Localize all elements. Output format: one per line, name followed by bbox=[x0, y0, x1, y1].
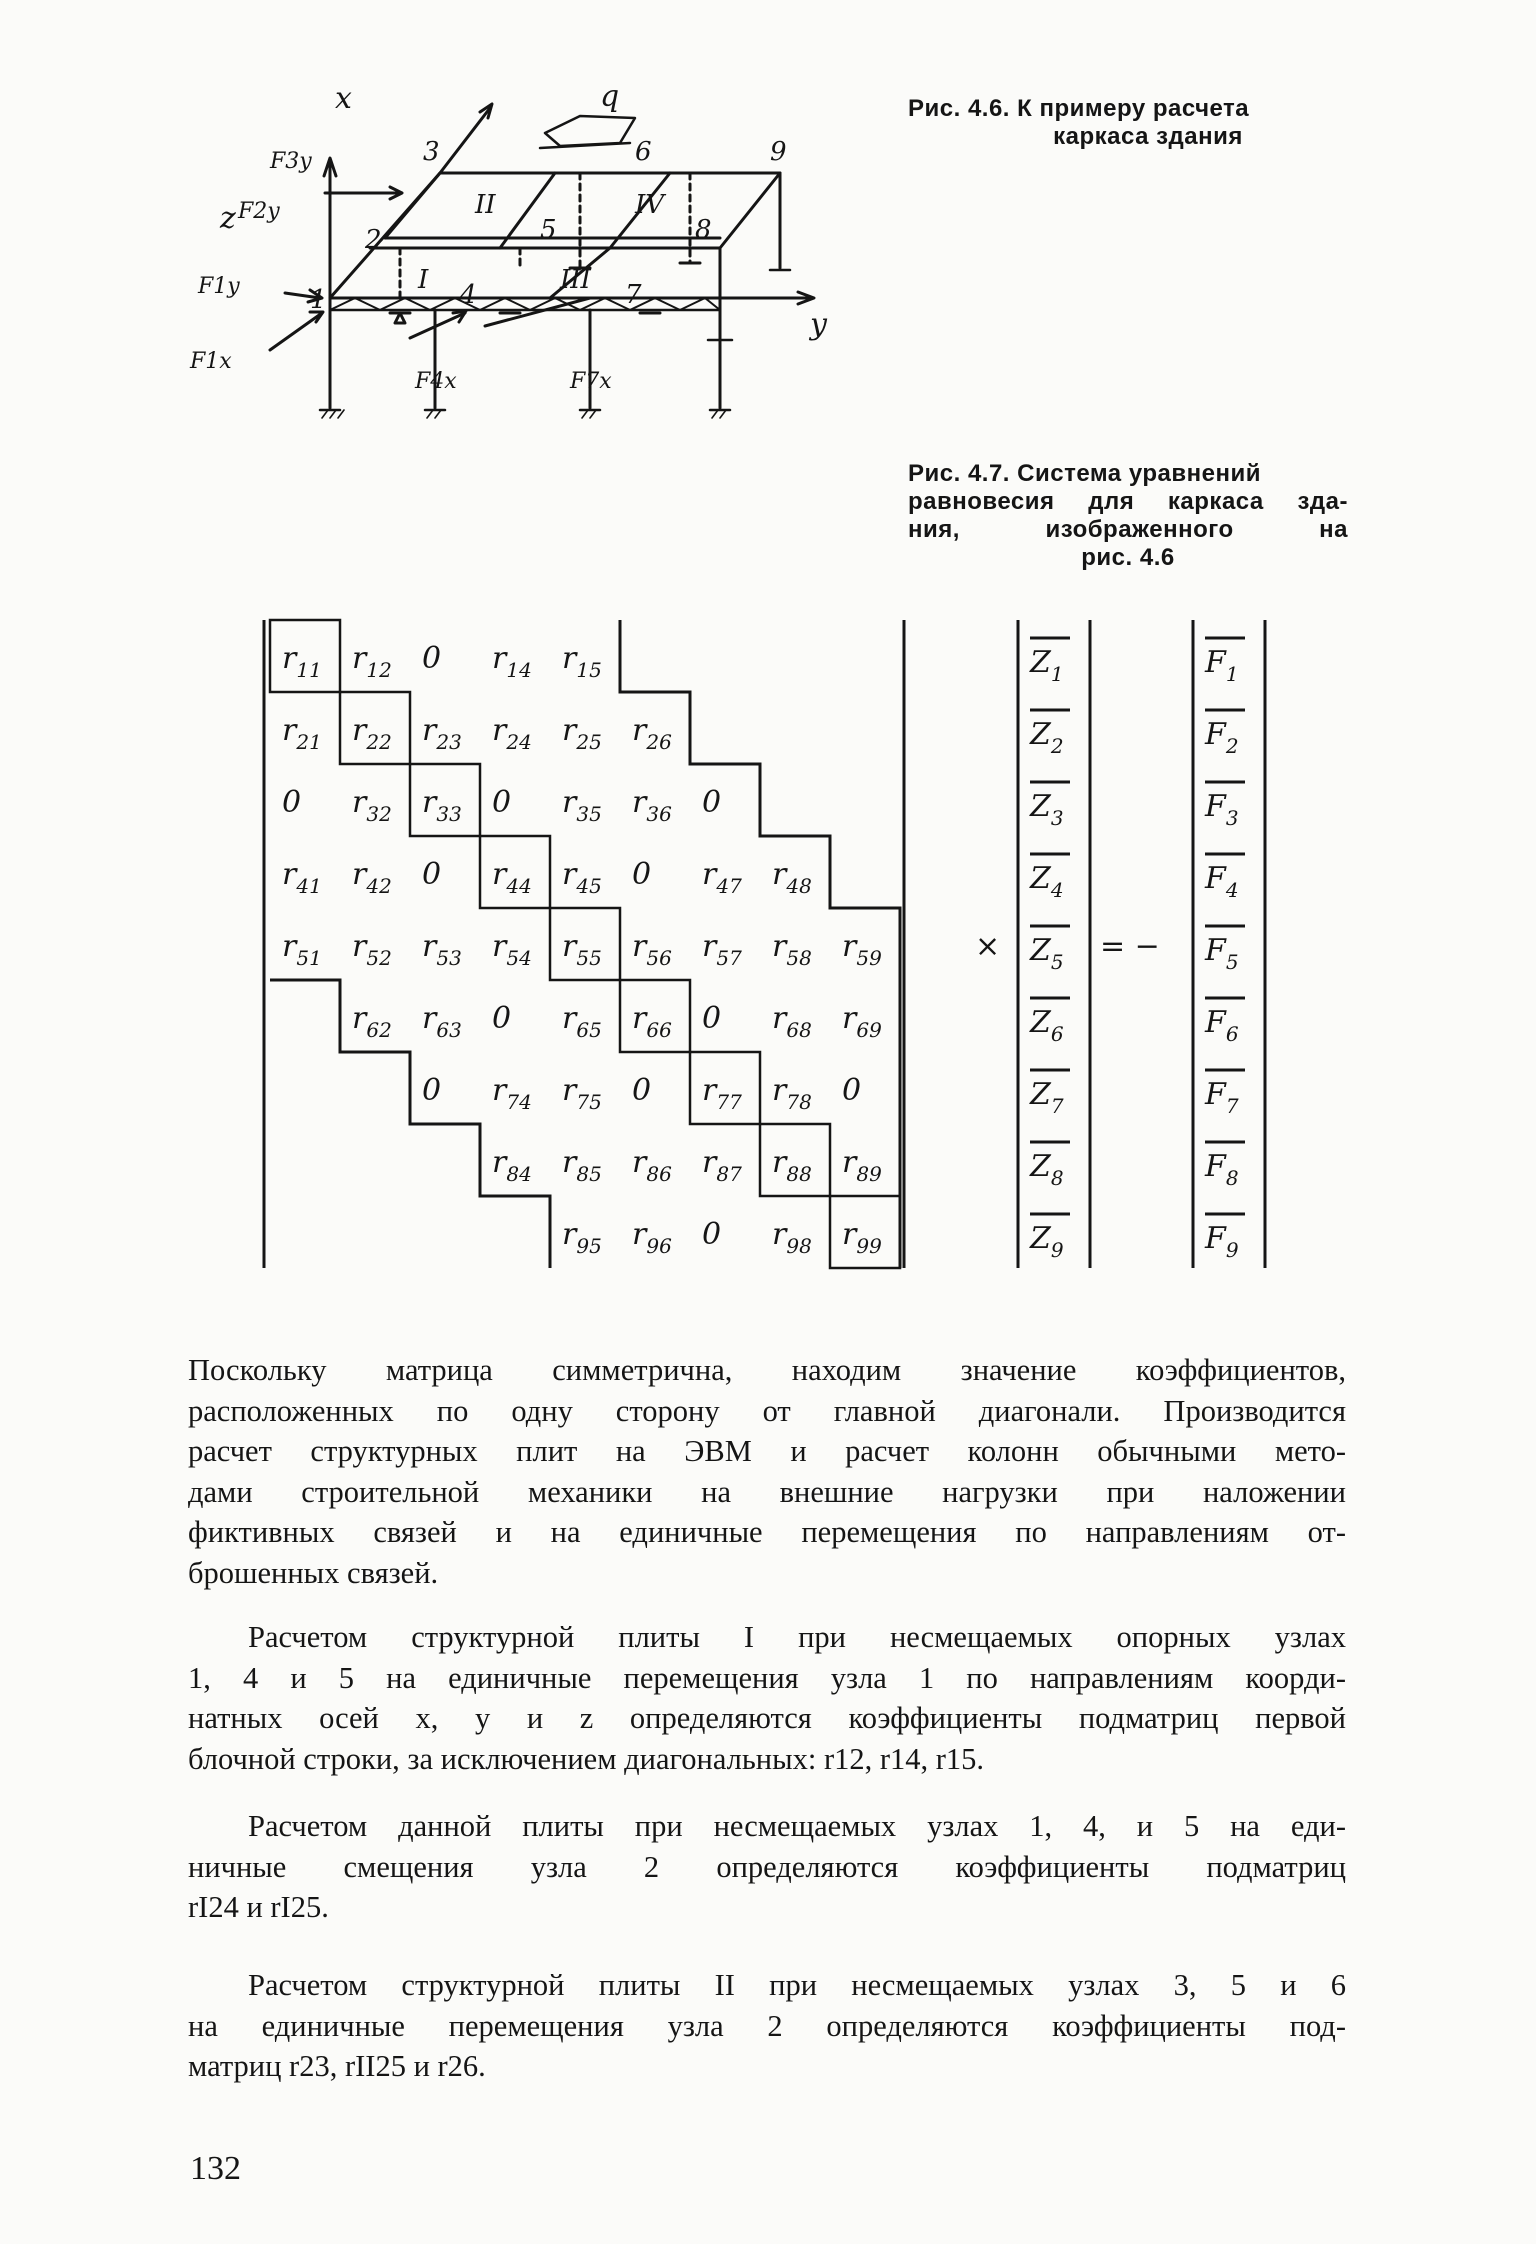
axis-y-label: y bbox=[810, 307, 827, 342]
text-line: брошенных связей. bbox=[188, 1555, 439, 1590]
matrix-cell: $r_{99}$ bbox=[842, 1217, 882, 1258]
z-vector-entry: $Z_3$ bbox=[1030, 789, 1064, 830]
matrix-cell: $r_{78}$ bbox=[772, 1073, 812, 1114]
matrix-cell: $r_{69}$ bbox=[842, 1001, 882, 1042]
f-vector-entry: $F_7$ bbox=[1205, 1077, 1239, 1118]
matrix-cell: $r_{88}$ bbox=[772, 1145, 812, 1186]
matrix-cell: $r_{36}$ bbox=[632, 785, 672, 826]
matrix-cell: $r_{52}$ bbox=[352, 929, 392, 970]
matrix-cell: $r_{62}$ bbox=[352, 1001, 392, 1042]
force-label: F1x bbox=[190, 349, 232, 374]
matrix-cell: $r_{87}$ bbox=[702, 1145, 742, 1186]
matrix-cell: 0 bbox=[632, 1073, 652, 1108]
caption-line: Рис. 4.6. К примеру расчета bbox=[908, 95, 1250, 122]
figure-4-6-caption bbox=[908, 95, 1348, 151]
z-vector-entry: $Z_5$ bbox=[1030, 933, 1064, 974]
matrix-cell: $r_{59}$ bbox=[842, 929, 882, 970]
matrix-cell: 0 bbox=[702, 1001, 722, 1036]
matrix-cell: $r_{65}$ bbox=[562, 1001, 602, 1042]
text-line: rI24 и rI25. bbox=[188, 1890, 329, 1924]
matrix-cell: $r_{85}$ bbox=[562, 1145, 602, 1186]
text-line: матриц r23, rII25 и r26. bbox=[188, 2049, 486, 2083]
f-vector-entry: $F_9$ bbox=[1205, 1221, 1239, 1262]
plate-label: IV bbox=[635, 190, 665, 220]
matrix-cell: $r_{95}$ bbox=[562, 1217, 602, 1258]
matrix-cell: 0 bbox=[842, 1073, 862, 1108]
f-vector-entry: $F_8$ bbox=[1205, 1149, 1239, 1190]
matrix-cell: $r_{33}$ bbox=[422, 785, 462, 826]
load-q-label: q bbox=[600, 79, 620, 114]
matrix-cell: $r_{15}$ bbox=[562, 641, 602, 682]
paragraph-4 bbox=[188, 1965, 1346, 2087]
force-label: F4x bbox=[415, 369, 457, 394]
matrix-cell: $r_{84}$ bbox=[492, 1145, 532, 1186]
matrix-cell: $r_{24}$ bbox=[492, 713, 532, 754]
f-vector-entry: $F_5$ bbox=[1205, 933, 1239, 974]
matrix-cell: 0 bbox=[492, 785, 512, 820]
equals-sign: = − bbox=[1100, 929, 1160, 964]
force-label: F2y bbox=[238, 199, 280, 224]
paragraph-2 bbox=[188, 1617, 1346, 1779]
matrix-cell: $r_{75}$ bbox=[562, 1073, 602, 1114]
matrix-cell: $r_{44}$ bbox=[492, 857, 532, 898]
z-vector-entry: $Z_7$ bbox=[1030, 1077, 1064, 1118]
node-label: 3 bbox=[423, 137, 440, 167]
matrix-cell: 0 bbox=[492, 1001, 512, 1036]
matrix-cell: 0 bbox=[632, 857, 652, 892]
caption-line: Рис. 4.7. Система уравнений bbox=[908, 460, 1261, 487]
matrix-cell: $r_{56}$ bbox=[632, 929, 672, 970]
node-label: 8 bbox=[695, 215, 712, 245]
matrix-cell: $r_{22}$ bbox=[352, 713, 392, 754]
node-label: 7 bbox=[625, 280, 642, 310]
text-line: расчет структурных плит на ЭВМ и расчет колонн обычными мето- bbox=[188, 1434, 1346, 1468]
caption-line: равновесия для каркаса зда- bbox=[908, 488, 1348, 515]
z-vector-entry: $Z_8$ bbox=[1030, 1149, 1064, 1190]
caption-line: ния, изображенного на bbox=[908, 516, 1348, 543]
f-vector-entry: $F_1$ bbox=[1205, 645, 1239, 686]
matrix-cell: $r_{45}$ bbox=[562, 857, 602, 898]
matrix-cell: $r_{68}$ bbox=[772, 1001, 812, 1042]
matrix-cell: 0 bbox=[282, 785, 302, 820]
text-line: Расчетом структурной плиты II при несмещаемых узлах 3, 5 и 6 bbox=[248, 1968, 1346, 2002]
matrix-cell: $r_{63}$ bbox=[422, 1001, 462, 1042]
node-label: 9 bbox=[770, 137, 787, 167]
matrix-cell: $r_{35}$ bbox=[562, 785, 602, 826]
z-vector-entry: $Z_1$ bbox=[1030, 645, 1064, 686]
page-number: 132 bbox=[190, 2150, 241, 2187]
matrix-cell: $r_{25}$ bbox=[562, 713, 602, 754]
node-label: 6 bbox=[635, 137, 652, 167]
matrix-cell: $r_{89}$ bbox=[842, 1145, 882, 1186]
plate-label: II bbox=[475, 190, 496, 220]
node-label: 2 bbox=[365, 225, 382, 255]
text-line: натных осей x, y и z определяются коэффициенты подматриц первой bbox=[188, 1701, 1346, 1735]
text-line: Поскольку матрица симметрична, находим значение коэффициентов, bbox=[188, 1353, 1346, 1387]
text-line: блочной строки, за исключением диагональных: r12, r14, r15. bbox=[188, 1741, 985, 1776]
force-label: F3y bbox=[270, 149, 312, 174]
node-label: 5 bbox=[540, 215, 557, 245]
matrix-cell: $r_{58}$ bbox=[772, 929, 812, 970]
node-label: 1 bbox=[310, 285, 327, 315]
f-vector-entry: $F_4$ bbox=[1205, 861, 1239, 902]
equation-matrix-figure bbox=[240, 600, 1310, 1310]
matrix-cell: $r_{53}$ bbox=[422, 929, 462, 970]
matrix-cell: $r_{54}$ bbox=[492, 929, 532, 970]
plate-label: I bbox=[418, 265, 429, 295]
text-line: фиктивных связей и на единичные перемещения по направлениям от- bbox=[188, 1515, 1346, 1549]
times-sign: × bbox=[975, 929, 1001, 964]
matrix-cell: $r_{26}$ bbox=[632, 713, 672, 754]
paragraph-1 bbox=[188, 1350, 1346, 1593]
node-label: 4 bbox=[460, 280, 477, 310]
matrix-cell: $r_{57}$ bbox=[702, 929, 742, 970]
matrix-cell: $r_{55}$ bbox=[562, 929, 602, 970]
matrix-cell: 0 bbox=[422, 641, 442, 676]
text-line: ничные смещения узла 2 определяются коэффициенты подматриц bbox=[188, 1849, 1346, 1884]
axis-x-label: x bbox=[335, 81, 352, 116]
matrix-cell: $r_{11}$ bbox=[282, 641, 322, 682]
z-vector-entry: $Z_2$ bbox=[1030, 717, 1064, 758]
matrix-cell: $r_{21}$ bbox=[282, 713, 322, 754]
text-line: Расчетом структурной плиты I при несмещаемых опорных узлах bbox=[248, 1620, 1346, 1654]
matrix-cell: $r_{32}$ bbox=[352, 785, 392, 826]
f-vector-entry: $F_6$ bbox=[1205, 1005, 1239, 1046]
matrix-cell: 0 bbox=[422, 857, 442, 892]
matrix-cell: $r_{48}$ bbox=[772, 857, 812, 898]
matrix-cell: $r_{74}$ bbox=[492, 1073, 532, 1114]
matrix-cell: $r_{98}$ bbox=[772, 1217, 812, 1258]
z-vector-entry: $Z_9$ bbox=[1030, 1221, 1064, 1262]
paragraph-3 bbox=[188, 1806, 1346, 1928]
matrix-cell: $r_{14}$ bbox=[492, 641, 532, 682]
matrix-cell: $r_{23}$ bbox=[422, 713, 462, 754]
force-label: F7x bbox=[570, 369, 612, 394]
matrix-cell: $r_{47}$ bbox=[702, 857, 742, 898]
text-line: 1, 4 и 5 на единичные перемещения узла 1 по направлениям коорди- bbox=[188, 1660, 1346, 1695]
matrix-cell: 0 bbox=[702, 1217, 722, 1252]
force-label: F1y bbox=[198, 274, 240, 299]
matrix-cell: $r_{77}$ bbox=[702, 1073, 742, 1114]
z-vector-entry: $Z_6$ bbox=[1030, 1005, 1064, 1046]
matrix-cell: 0 bbox=[422, 1073, 442, 1108]
z-vector-entry: $Z_4$ bbox=[1030, 861, 1064, 902]
caption-line: каркаса здания bbox=[1053, 123, 1243, 150]
matrix-cell: 0 bbox=[702, 785, 722, 820]
matrix-cell: $r_{42}$ bbox=[352, 857, 392, 898]
figure-4-7-caption bbox=[908, 460, 1348, 572]
matrix-cell: $r_{12}$ bbox=[352, 641, 392, 682]
matrix-cell: $r_{96}$ bbox=[632, 1217, 672, 1258]
plate-label: III bbox=[560, 265, 591, 295]
f-vector-entry: $F_2$ bbox=[1205, 717, 1239, 758]
text-line: Расчетом данной плиты при несмещаемых узлах 1, 4, и 5 на еди- bbox=[248, 1809, 1346, 1843]
matrix-cell: $r_{41}$ bbox=[282, 857, 322, 898]
text-line: расположенных по одну сторону от главной диагонали. Производится bbox=[188, 1393, 1346, 1428]
matrix-cell: $r_{86}$ bbox=[632, 1145, 672, 1186]
caption-line: рис. 4.6 bbox=[1081, 544, 1175, 571]
axis-z-label: z bbox=[220, 201, 236, 236]
f-vector-entry: $F_3$ bbox=[1205, 789, 1239, 830]
matrix-cell: $r_{51}$ bbox=[282, 929, 322, 970]
building-frame-figure bbox=[190, 79, 840, 428]
matrix-cell: $r_{66}$ bbox=[632, 1001, 672, 1042]
text-line: на единичные перемещения узла 2 определяются коэффициенты под- bbox=[188, 2008, 1346, 2043]
text-line: дами строительной механики на внешние нагрузки при наложении bbox=[188, 1474, 1346, 1509]
